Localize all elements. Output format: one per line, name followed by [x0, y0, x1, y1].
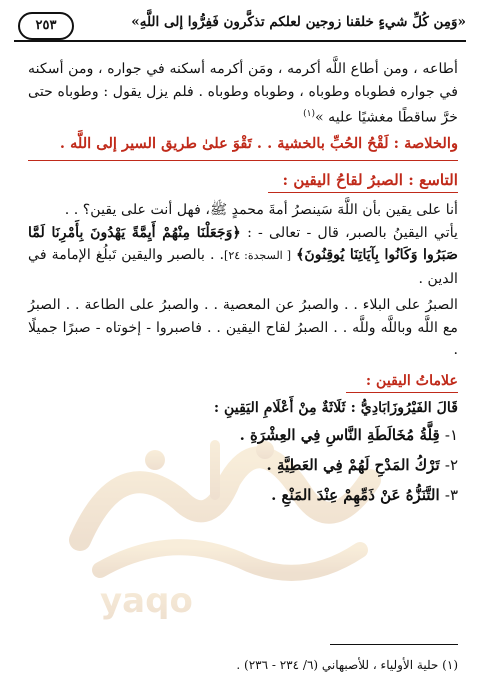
list-item: ٢- تَرْكُ المَدْحِ لَهُمْ فِي العَطِيَّةِ . — [266, 455, 458, 474]
paragraph: أطاعه ، ومن أطاع اللَّه أكرمه ، ومَن أكرمه أسكنه في جواره ، ومن أسكنه في جواره فطوباه وطوباه ، وطوباه وطوباه . فلم يزل يقول : وطوباه حتى خرَّ ساقطًا مغشيًا عليه »$^{(١)}$ — [28, 61, 458, 126]
signs-title-underline — [346, 392, 458, 393]
svg-text:yaqo: yaqo — [100, 581, 193, 620]
section-title: التاسع : الصبرُ لقاحُ اليقين : — [282, 170, 458, 189]
list-item: ١- قِلَّةُ مُخَالَطَةِ النَّاسِ فِي العِشْرَةِ . — [239, 425, 458, 444]
quote-intro: قَالَ الفَيْرُوزَابَادِيُّ : ثَلَاثَةٌ مِنْ أَعْلَامِ اليَقِينِ : — [213, 400, 458, 417]
paragraph: الصبرُ على البلاء . . والصبرُ عن المعصية . . والصبرُ على الطاعة . . الصبرُ مع اللَّه وباللَّه وللَّه . . الصبرُ لقاح اليقين . . فاصبروا - إخوتاه - صبرًا جميلًا . — [28, 297, 458, 359]
quran-quote: ﴿وَجَعَلْنَا مِنْهُمْ أَيِمَّةً يَهْدُونَ بِأَمْرِنَا لَمَّا صَبَرُوا وَكَانُوا بِآيَاتِنَا يُوقِنُونَ﴾ — [28, 224, 458, 264]
section-title-underline — [268, 192, 458, 193]
footnote: (١) حلية الأولياء ، للأصبهاني (٦/ ٢٣٤ - ٢٣٦) . — [236, 658, 458, 672]
footnote-rule — [330, 644, 458, 645]
header-rule — [14, 40, 466, 42]
paragraph: أنا على يقين بأن اللَّهَ سَينصرُ أمةَ محمدٍ ﷺ، فهل أنت على يقين؟ . . — [64, 202, 458, 219]
summary-rule — [28, 160, 458, 161]
summary-line: والخلاصة : لَقْحُ الحُبِّ بالخشية . . تَقْوَ علىٰ طريق السير إلى اللَّه . — [59, 135, 458, 153]
page-body — [28, 58, 458, 510]
list-item: ٣- التَّنَزُّهُ عَنْ ذَمِّهِمْ عِنْدَ المَنْعِ . — [271, 485, 458, 504]
signs-title: علاماتُ اليقين : — [365, 372, 458, 389]
running-header — [14, 10, 466, 40]
footnote-ref: (١) — [303, 109, 315, 119]
paragraph: يأتي اليقينُ بالصبر، قال - تعالى - : ﴿وَجَعَلْنَا مِنْهُمْ أَيِمَّةً يَهْدُونَ بِأَمْرِنَا لَمَّا صَبَرُوا وَكَانُوا بِآيَاتِنَا يُوقِنُونَ﴾ [ السجدة: ٢٤]. . بالصبر واليقين تَبلُغ الإمامة في الدين . — [28, 224, 458, 287]
page-number: ٢٥٣ — [18, 12, 74, 40]
quran-citation: [ السجدة: ٢٤] — [224, 249, 292, 263]
header-verse: «وَمِن كُلِّ شيءٍ خلقنا زوجين لعلكم تذكَّرون فَفِرُّوا إلى اللَّهِ» — [131, 14, 466, 30]
